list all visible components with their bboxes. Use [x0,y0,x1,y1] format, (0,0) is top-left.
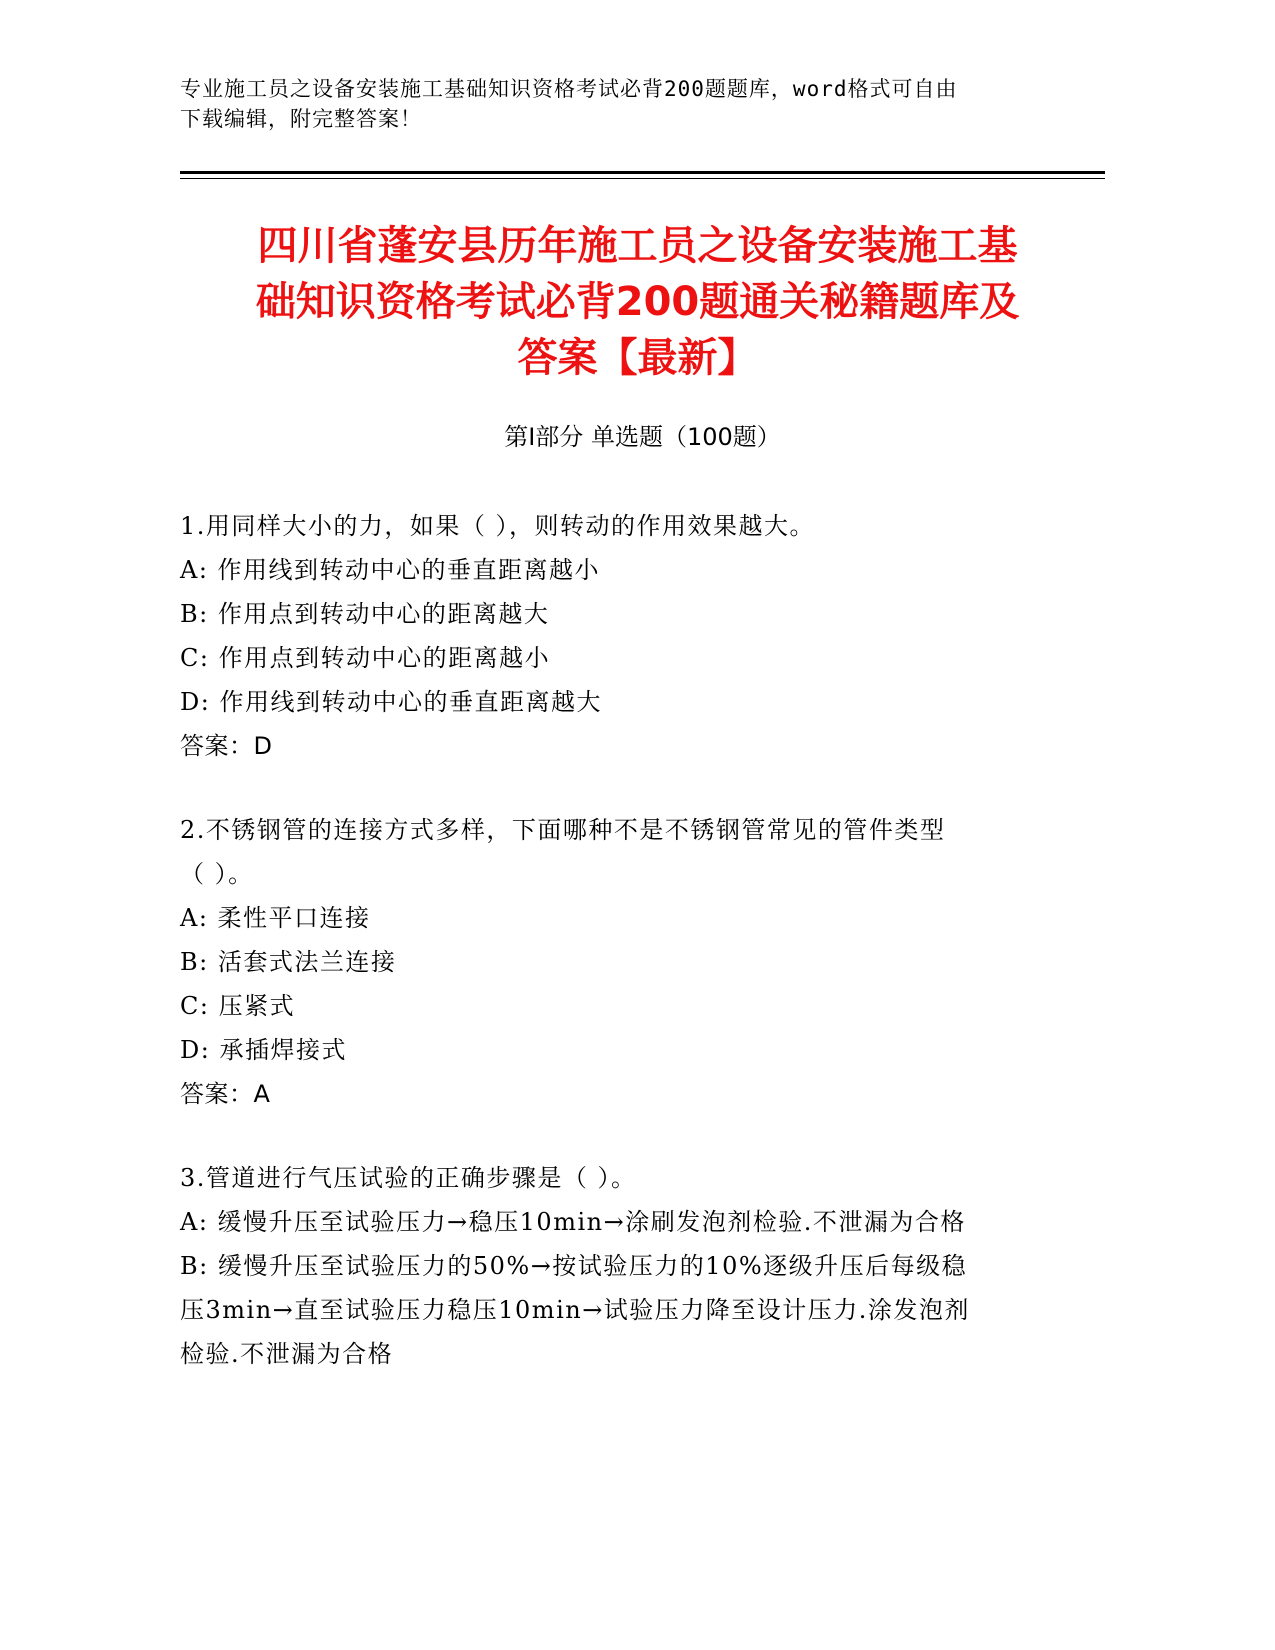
title-line: 答案【最新】 [517,335,758,381]
option-b: B: 活套式法兰连接 [180,948,397,976]
option-a: A: 作用线到转动中心的垂直距离越小 [180,556,601,584]
question-stem: （ ）。 [180,860,254,888]
question-stem: 3.管道进行气压试验的正确步骤是（ ）。 [180,1164,637,1192]
option-d: D: 作用线到转动中心的垂直距离越大 [180,688,602,716]
option-d: D: 承插焊接式 [180,1036,347,1064]
header-rule-thin [180,178,1105,179]
title-line: 四川省蓬安县历年施工员之设备安装施工基 [257,223,1018,269]
answer: 答案：A [180,1080,271,1108]
option-c: C: 作用点到转动中心的距离越小 [180,644,551,672]
header-note-line: 专业施工员之设备安装施工基础知识资格考试必背200题题库，word格式可自由 [180,77,958,101]
option-a: A: 缓慢升压至试验压力→稳压10min→涂刷发泡剂检验.不泄漏为合格 [180,1208,966,1236]
option-b-continued: 压3min→直至试验压力稳压10min→试验压力降至设计压力.涂发泡剂 [180,1296,970,1324]
section-heading: 第Ⅰ部分 单选题（100题） [504,423,781,451]
document-title [150,218,1125,386]
option-c: C: 压紧式 [180,992,296,1020]
header-rule-thick [180,171,1105,174]
header-note-line: 下载编辑，附完整答案！ [180,107,422,131]
option-b: B: 作用点到转动中心的距离越大 [180,600,550,628]
question-2 [180,808,1040,1116]
option-a: A: 柔性平口连接 [180,904,371,932]
question-stem: 1.用同样大小的力，如果（ ），则转动的作用效果越大。 [180,512,816,540]
question-list [180,504,1040,1416]
title-line: 础知识资格考试必背200题通关秘籍题库及 [255,279,1020,325]
option-b: B: 缓慢升压至试验压力的50%→按试验压力的10%逐级升压后每级稳 [180,1252,968,1280]
answer: 答案：D [180,732,273,760]
question-3 [180,1156,1040,1376]
header-note [180,74,1030,134]
question-1 [180,504,1040,768]
question-stem: 2.不锈钢管的连接方式多样，下面哪种不是不锈钢管常见的管件类型 [180,816,946,844]
option-b-continued: 检验.不泄漏为合格 [180,1340,394,1368]
